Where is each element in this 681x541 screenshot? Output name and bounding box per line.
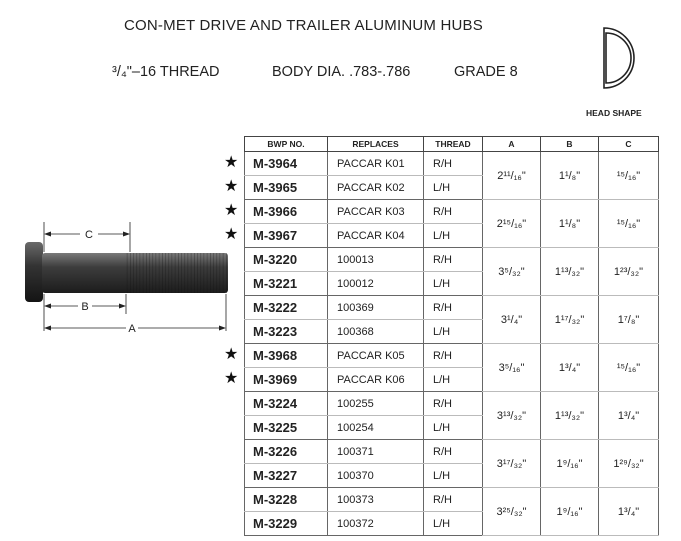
star-icon: ★	[224, 346, 239, 363]
stud-diagram	[18, 218, 233, 338]
table-row	[245, 488, 659, 512]
replaces-cell: 100369	[328, 296, 424, 320]
part-number-cell	[245, 248, 328, 272]
part-number-cell	[224, 224, 328, 248]
thread-cell: R/H	[424, 392, 483, 416]
thread-cell: R/H	[424, 440, 483, 464]
dim-a-label: A	[128, 323, 136, 335]
dim-c-cell: 1²³/₃₂"	[599, 248, 659, 296]
table-row	[245, 248, 659, 272]
thread-cell: L/H	[424, 176, 483, 200]
part-number: M-3965	[253, 180, 298, 195]
replaces-cell: 100013	[328, 248, 424, 272]
column-header-c: C	[599, 137, 659, 152]
dim-c-cell: 1³/₄"	[599, 392, 659, 440]
table-row	[245, 392, 659, 416]
star-icon: ★	[224, 178, 239, 195]
dim-b-cell: 1¹³/₃₂"	[541, 248, 599, 296]
replaces-cell: 100255	[328, 392, 424, 416]
part-number-cell	[224, 200, 328, 224]
thread-cell: L/H	[424, 512, 483, 536]
part-number: M-3969	[253, 372, 298, 387]
thread-cell: R/H	[424, 488, 483, 512]
thread-cell: L/H	[424, 224, 483, 248]
part-number: M-3226	[253, 444, 298, 459]
body-diameter-spec: BODY DIA. .783-.786	[272, 64, 411, 80]
star-icon: ★	[224, 370, 239, 387]
part-number: M-3966	[253, 204, 298, 219]
dim-a-cell: 3¹/₄"	[483, 296, 541, 344]
replaces-cell: 100368	[328, 320, 424, 344]
part-number: M-3228	[253, 492, 298, 507]
part-number-cell	[224, 368, 328, 392]
dim-a-cell: 3⁵/₃₂"	[483, 248, 541, 296]
part-number-cell	[245, 320, 328, 344]
replaces-cell: PACCAR K05	[328, 344, 424, 368]
replaces-cell: PACCAR K02	[328, 176, 424, 200]
dim-c-cell: ¹⁵/₁₆"	[599, 344, 659, 392]
part-number: M-3964	[253, 156, 298, 171]
table-header-row	[245, 137, 659, 152]
column-header-bwp: BWP NO.	[245, 137, 328, 152]
thread-cell: L/H	[424, 464, 483, 488]
dim-c-cell: ¹⁵/₁₆"	[599, 200, 659, 248]
replaces-cell: PACCAR K01	[328, 152, 424, 176]
dim-c-cell: ¹⁵/₁₆"	[599, 152, 659, 200]
thread-cell: R/H	[424, 200, 483, 224]
dim-b-cell: 1⁹/₁₆"	[541, 488, 599, 536]
part-number-cell	[245, 392, 328, 416]
dim-a-cell: 3¹³/₃₂"	[483, 392, 541, 440]
dim-c-label: C	[85, 229, 93, 241]
dim-b-cell: 1¹⁷/₃₂"	[541, 296, 599, 344]
dim-b-cell: 1⁹/₁₆"	[541, 440, 599, 488]
thread-cell: L/H	[424, 320, 483, 344]
parts-table	[224, 136, 659, 536]
part-number: M-3220	[253, 252, 298, 267]
replaces-cell: 100371	[328, 440, 424, 464]
part-number-cell	[245, 416, 328, 440]
replaces-cell: 100370	[328, 464, 424, 488]
table-row	[245, 440, 659, 464]
star-icon: ★	[224, 154, 239, 171]
part-number: M-3224	[253, 396, 298, 411]
dim-a-cell: 2¹¹/₁₆"	[483, 152, 541, 200]
part-number-cell	[245, 296, 328, 320]
part-number-cell	[224, 176, 328, 200]
thread-cell: R/H	[424, 248, 483, 272]
table-row	[245, 296, 659, 320]
part-number: M-3229	[253, 516, 298, 531]
dim-b-cell: 1¹³/₃₂"	[541, 392, 599, 440]
thread-cell: L/H	[424, 416, 483, 440]
part-number: M-3967	[253, 228, 298, 243]
thread-cell: L/H	[424, 368, 483, 392]
dim-a-cell: 2¹⁵/₁₆"	[483, 200, 541, 248]
column-header-replaces: REPLACES	[328, 137, 424, 152]
grade-spec: GRADE 8	[454, 64, 518, 80]
dim-a-cell: 3¹⁷/₃₂"	[483, 440, 541, 488]
star-icon: ★	[224, 202, 239, 219]
dim-b-label: B	[81, 301, 89, 313]
replaces-cell: 100254	[328, 416, 424, 440]
replaces-cell: PACCAR K06	[328, 368, 424, 392]
dim-c-cell: 1³/₄"	[599, 488, 659, 536]
part-number-cell	[245, 464, 328, 488]
replaces-cell: 100372	[328, 512, 424, 536]
stud-threads	[126, 253, 227, 293]
thread-cell: L/H	[424, 272, 483, 296]
head-shape-label: HEAD SHAPE	[586, 108, 642, 118]
dim-a-cell: 3²⁵/₃₂"	[483, 488, 541, 536]
part-number-cell	[245, 272, 328, 296]
table-row	[245, 200, 659, 224]
replaces-cell: PACCAR K03	[328, 200, 424, 224]
thread-cell: R/H	[424, 152, 483, 176]
part-number: M-3968	[253, 348, 298, 363]
column-header-b: B	[541, 137, 599, 152]
part-number-cell	[245, 512, 328, 536]
part-number-cell	[245, 440, 328, 464]
dim-b-cell: 1¹/₈"	[541, 152, 599, 200]
part-number: M-3223	[253, 324, 298, 339]
part-number: M-3225	[253, 420, 298, 435]
dim-c-cell: 1²⁹/₃₂"	[599, 440, 659, 488]
stud-head	[25, 242, 43, 302]
replaces-cell: 100373	[328, 488, 424, 512]
part-number: M-3221	[253, 276, 298, 291]
dim-a-cell: 3⁵/₁₆"	[483, 344, 541, 392]
table-row	[245, 344, 659, 368]
head-shape-icon	[584, 24, 640, 92]
part-number: M-3227	[253, 468, 298, 483]
table-row	[245, 152, 659, 176]
page-title: CON-MET DRIVE AND TRAILER ALUMINUM HUBS	[124, 17, 483, 34]
part-number-cell	[224, 344, 328, 368]
column-header-a: A	[483, 137, 541, 152]
replaces-cell: PACCAR K04	[328, 224, 424, 248]
thread-cell: R/H	[424, 296, 483, 320]
dim-b-cell: 1³/₄"	[541, 344, 599, 392]
part-number-cell	[224, 152, 328, 176]
star-icon: ★	[224, 226, 239, 243]
part-number: M-3222	[253, 300, 298, 315]
column-header-thread: THREAD	[424, 137, 483, 152]
dim-b-cell: 1¹/₈"	[541, 200, 599, 248]
dim-c-cell: 1⁷/₈"	[599, 296, 659, 344]
thread-cell: R/H	[424, 344, 483, 368]
replaces-cell: 100012	[328, 272, 424, 296]
thread-spec: ³/₄"–16 THREAD	[112, 64, 220, 80]
part-number-cell	[245, 488, 328, 512]
